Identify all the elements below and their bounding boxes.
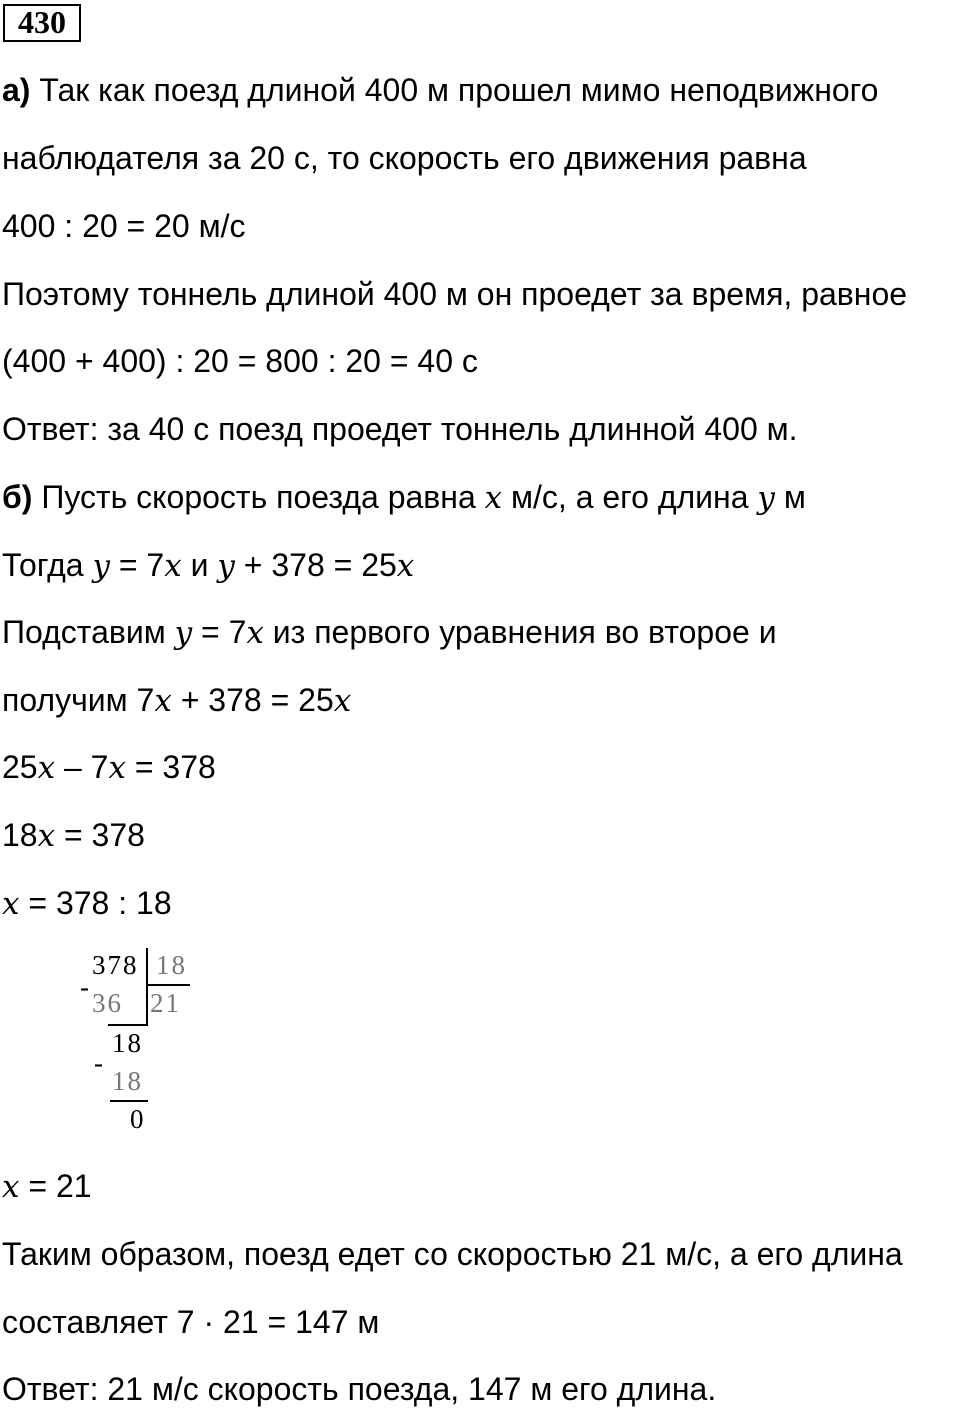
variable: x [396,548,415,584]
line-11-text-a: 25 [2,749,38,785]
division-line-2 [110,1100,148,1102]
division-remainder-1: 18 [112,1028,143,1058]
variable: x [154,683,172,719]
line-9-text-b: = 7 [192,614,247,650]
variable: y [174,615,193,651]
division-minus-2: - [94,1048,105,1078]
line-13-text: = 378 : 18 [19,885,172,921]
variable: x [2,1169,20,1205]
text-line-17: Ответ: 21 м/с скорость поезда, 147 м его длина. [2,1371,717,1407]
division-divisor: 18 [156,950,187,980]
variable: y [757,480,775,516]
part-b-label: б) [2,479,33,515]
long-division [78,948,208,1138]
line-11-text-c: = 378 [125,749,216,785]
text-line-10 [2,680,351,721]
line-8-text-c: и [181,547,218,583]
division-dividend: 378 [92,950,139,980]
line-1-text: Так как поезд длиной 400 м прошел мимо неподвижного [30,72,879,108]
variable: y [92,548,110,584]
variable: x [164,548,182,584]
text-line-16: составляет 7 · 21 = 147 м [2,1304,380,1340]
text-line-12 [2,815,145,856]
variable: x [246,615,264,651]
line-12-text-b: = 378 [55,817,145,853]
line-11-text-b: – 7 [55,749,109,785]
division-final-remainder: 0 [130,1104,146,1134]
text-line-9 [2,612,777,653]
text-line-7 [2,477,806,518]
division-vertical-bar [146,948,148,1024]
text-line-1 [2,70,878,110]
text-line-8 [2,545,414,586]
text-line-6: Ответ: за 40 с поезд проедет тоннель длинной 400 м. [2,411,798,447]
text-line-11 [2,747,216,788]
line-8-text-a: Тогда [2,547,93,583]
problem-number: 430 [3,4,81,42]
variable: x [333,683,352,719]
line-10-text-a: получим 7 [2,682,155,718]
variable: x [108,750,126,786]
line-7-text-c: м [774,479,806,515]
line-8-text-b: = 7 [109,547,165,583]
variable: x [37,818,56,854]
division-minus-1: - [80,972,91,1002]
variable: x [37,750,56,786]
line-9-text-a: Подставим [2,614,175,650]
variable: x [2,886,20,922]
part-a-label: а) [2,72,31,108]
division-line-1 [108,1024,148,1026]
text-line-4: Поэтому тоннель длиной 400 м он проедет за время, равное [2,276,908,312]
variable: y [217,548,235,584]
text-line-5: (400 + 400) : 20 = 800 : 20 = 40 с [2,343,478,379]
line-9-text-c: из первого уравнения во второе и [263,614,777,650]
text-line-13 [2,883,172,924]
variable: x [484,480,503,516]
division-subtract-1: 36 [92,988,123,1018]
text-line-15: Таким образом, поезд едет со скоростью 21 м/с, а его длина [2,1236,903,1272]
line-7-text-a: Пусть скорость поезда равна [32,479,485,515]
text-line-3: 400 : 20 = 20 м/с [2,208,246,244]
line-10-text-b: + 378 = 25 [171,682,334,718]
line-14-text: = 21 [19,1168,92,1204]
division-quotient: 21 [150,988,181,1018]
line-7-text-b: м/с, а его длина [502,479,758,515]
division-divisor-line [146,984,190,986]
text-line-2: наблюдателя за 20 с, то скорость его движения равна [2,140,807,176]
line-8-text-d: + 378 = 25 [234,547,397,583]
division-subtract-2: 18 [112,1066,143,1096]
text-line-14 [2,1166,92,1207]
line-12-text-a: 18 [2,817,38,853]
